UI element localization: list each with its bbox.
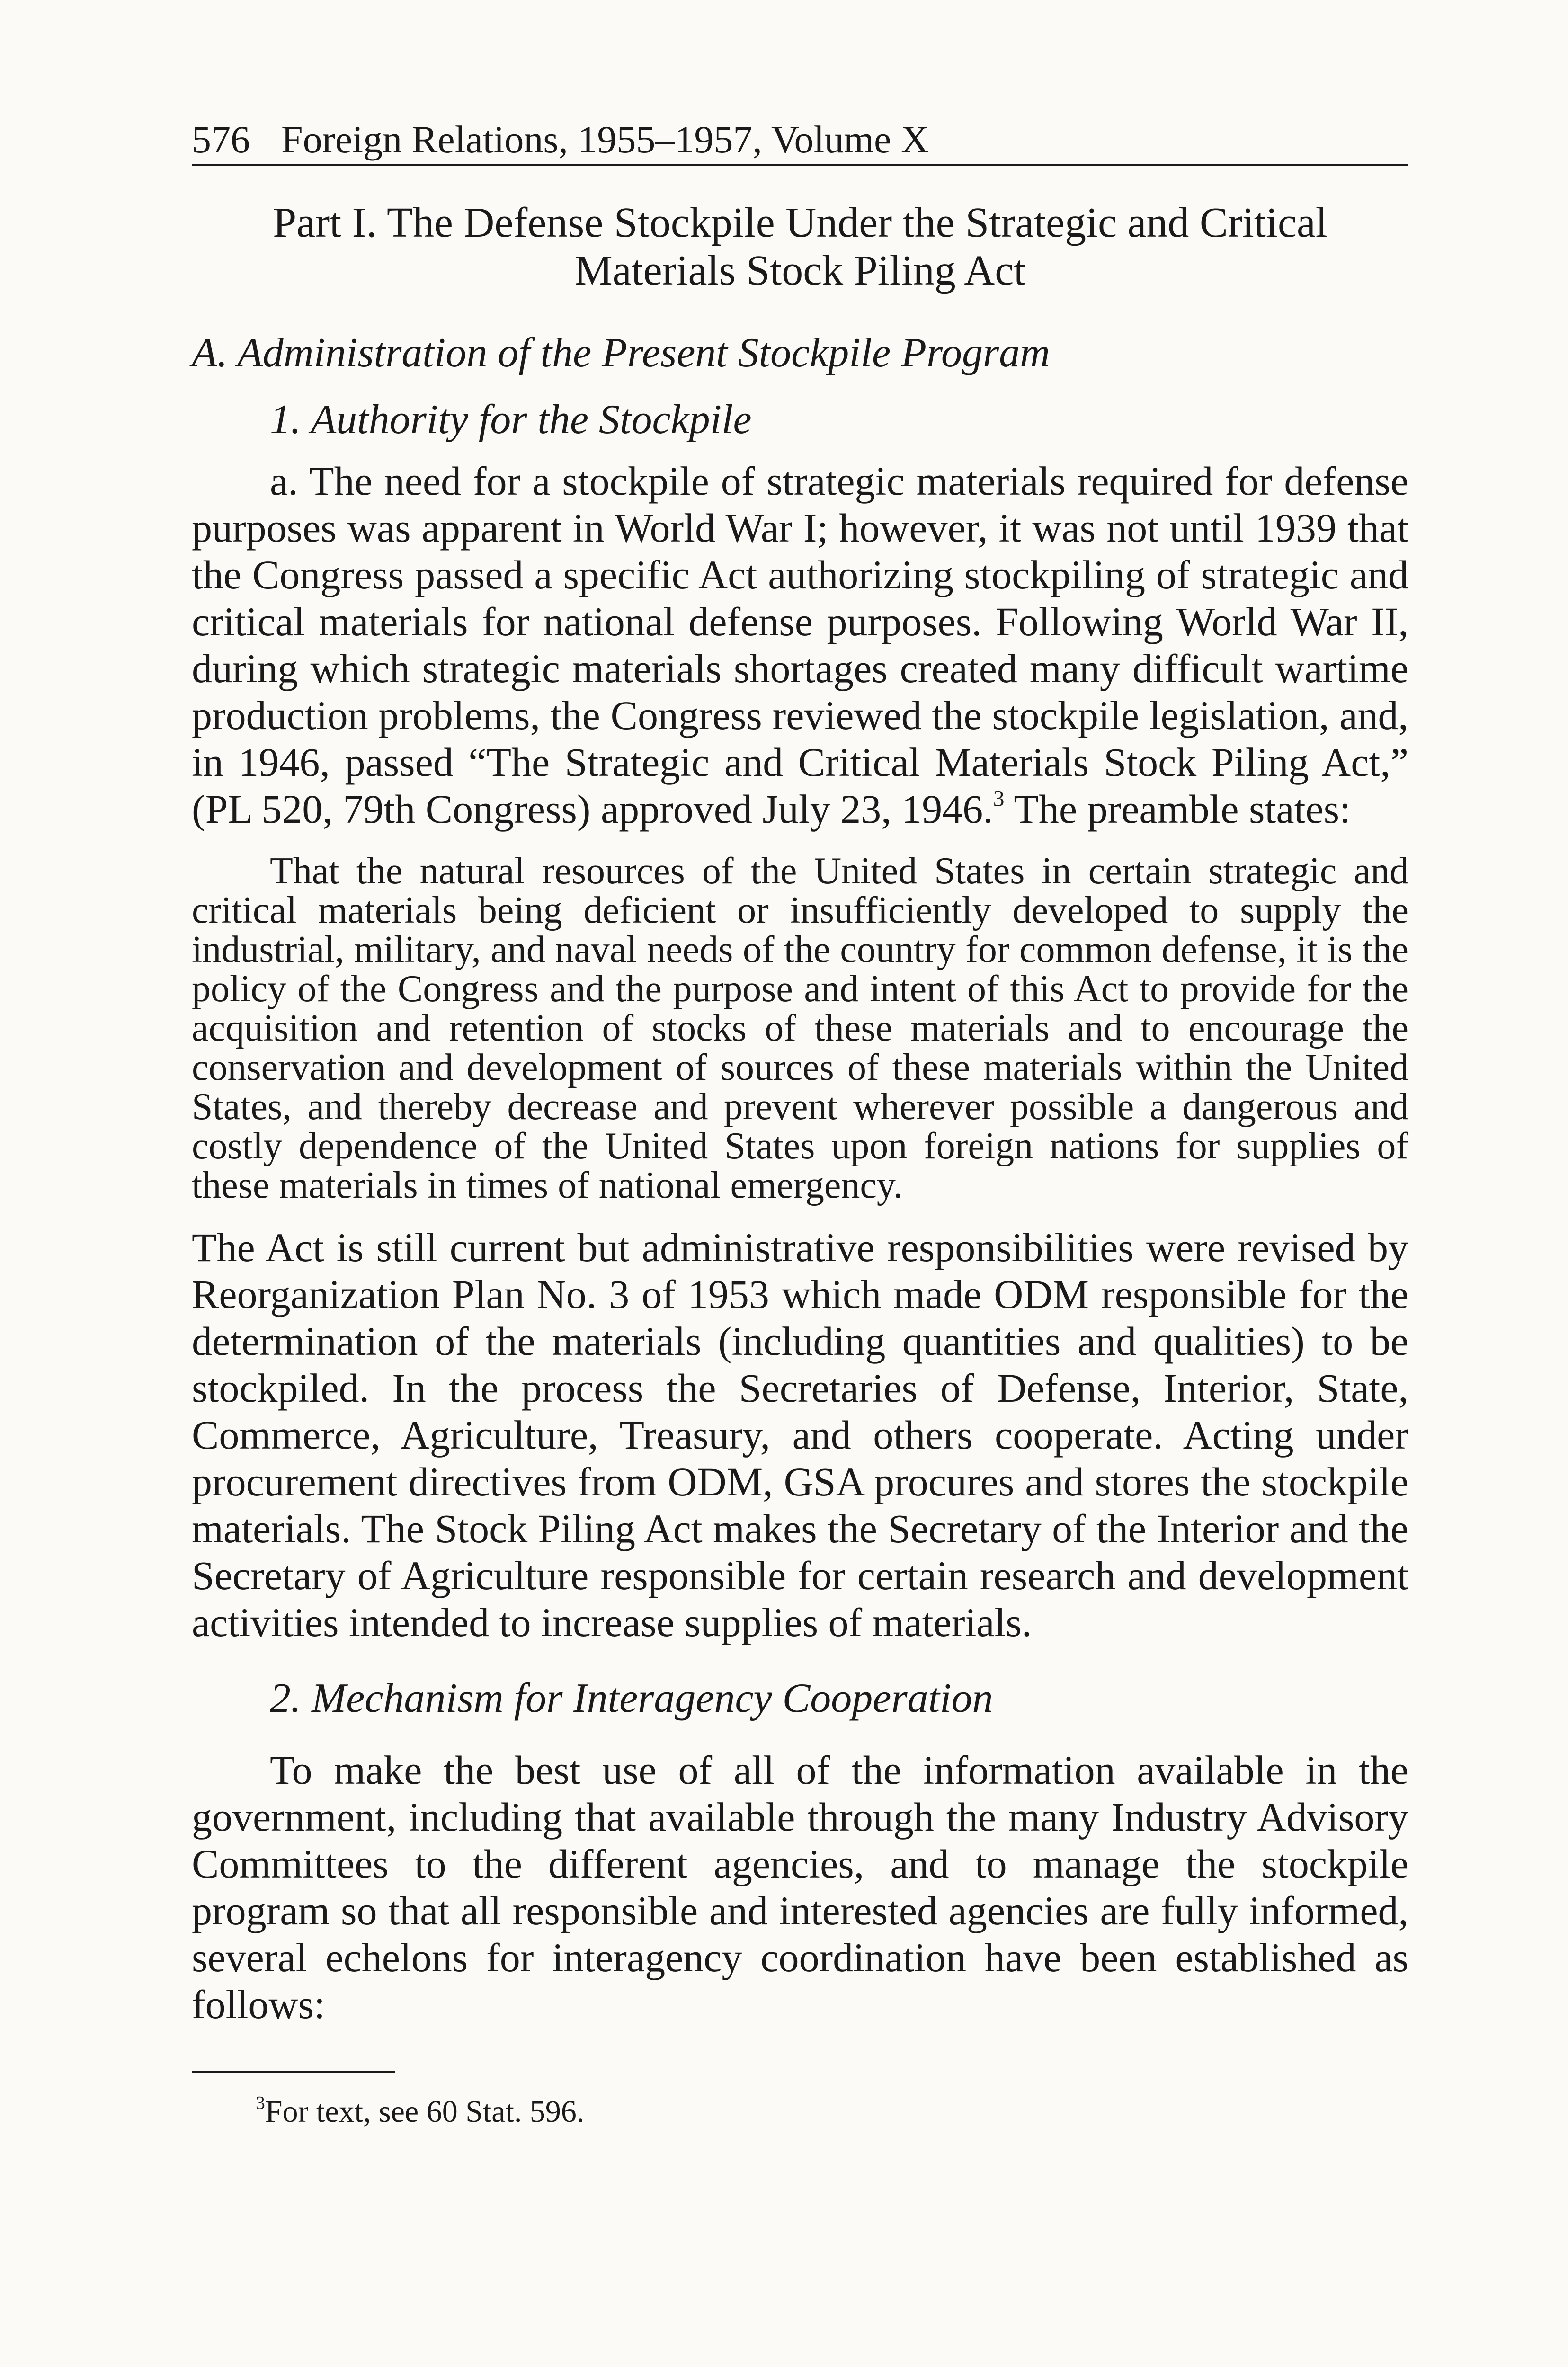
paragraph-a-tail: The preamble states:	[1004, 786, 1351, 832]
volume-title: Foreign Relations, 1955–1957, Volume X	[281, 118, 929, 161]
page-number: 576	[192, 118, 250, 161]
running-head	[192, 118, 1408, 166]
page-body	[192, 118, 1408, 2130]
part-title-line-1: Part I. The Defense Stockpile Under the Strategic and Critical	[273, 199, 1327, 247]
footnote-3	[256, 2094, 1408, 2130]
footnote-reference-3[interactable]: 3	[993, 786, 1005, 811]
part-title-line-2: Materials Stock Piling Act	[574, 247, 1026, 294]
paragraph-act-current: The Act is still current but administrative responsibilities were revised by Reorganization Plan No. 3 of 1953 which made ODM responsible for the determination of the materials (including quantities and qualities) to be stockpiled. In the process the Secretaries of Defense, Interior, State, Commerce, Agriculture, Treasury, and others cooperate. Acting under procurement directives from ODM, GSA procures and stores the stockpile materials. The Stock Piling Act makes the Secretary of the Interior and the Secretary of Agriculture responsible for certain research and development activities intended to increase supplies of materials.	[192, 1224, 1408, 1645]
preamble-quote: That the natural resources of the United States in certain strategic and critical materials being deficient or insufficiently developed to supply the industrial, military, and naval needs of the country for common defense, it is the policy of the Congress and the purpose and intent of this Act to provide for the acquisition and retention of stocks of these materials and to encourage the conservation and development of sources of these materials within the United States, and thereby decrease and prevent wherever possible a dangerous and costly dependence of the United States upon foreign nations for supplies of these materials in times of national emergency.	[192, 850, 1408, 1206]
section-a-heading: A. Administration of the Present Stockpile Program	[192, 329, 1050, 376]
paragraph-a	[192, 458, 1408, 833]
part-title	[192, 199, 1408, 295]
footnote-text: For text, see 60 Stat. 596.	[265, 2094, 585, 2129]
footnote-marker: 3	[256, 2092, 265, 2113]
paragraph-a-text: a. The need for a stockpile of strategic materials required for defense purposes was apparent in World War I; however, it was not until 1939 that the Congress passed a specific Act authorizing stockpiling of strategic and critical materials for national defense purposes. Following World War II, during which strategic materials shortages created many difficult wartime production problems, the Congress reviewed the stockpile legislation, and, in 1946, passed “The Strategic and Critical Materials Stock Piling Act,” (PL 520, 79th Congress) approved July 23, 1946.	[192, 458, 1408, 832]
subsection-1-heading: 1. Authority for the Stockpile	[270, 396, 752, 443]
paragraph-mechanism: To make the best use of all of the information available in the government, including that available through the many Industry Advisory Committees to the different agencies, and to manage the stockpile program so that all responsible and interested agencies are fully informed, several echelons for interagency coordination have been established as follows:	[192, 1747, 1408, 2027]
subsection-2-heading: 2. Mechanism for Interagency Cooperation	[270, 1675, 993, 1721]
footnote-divider	[192, 2071, 395, 2073]
